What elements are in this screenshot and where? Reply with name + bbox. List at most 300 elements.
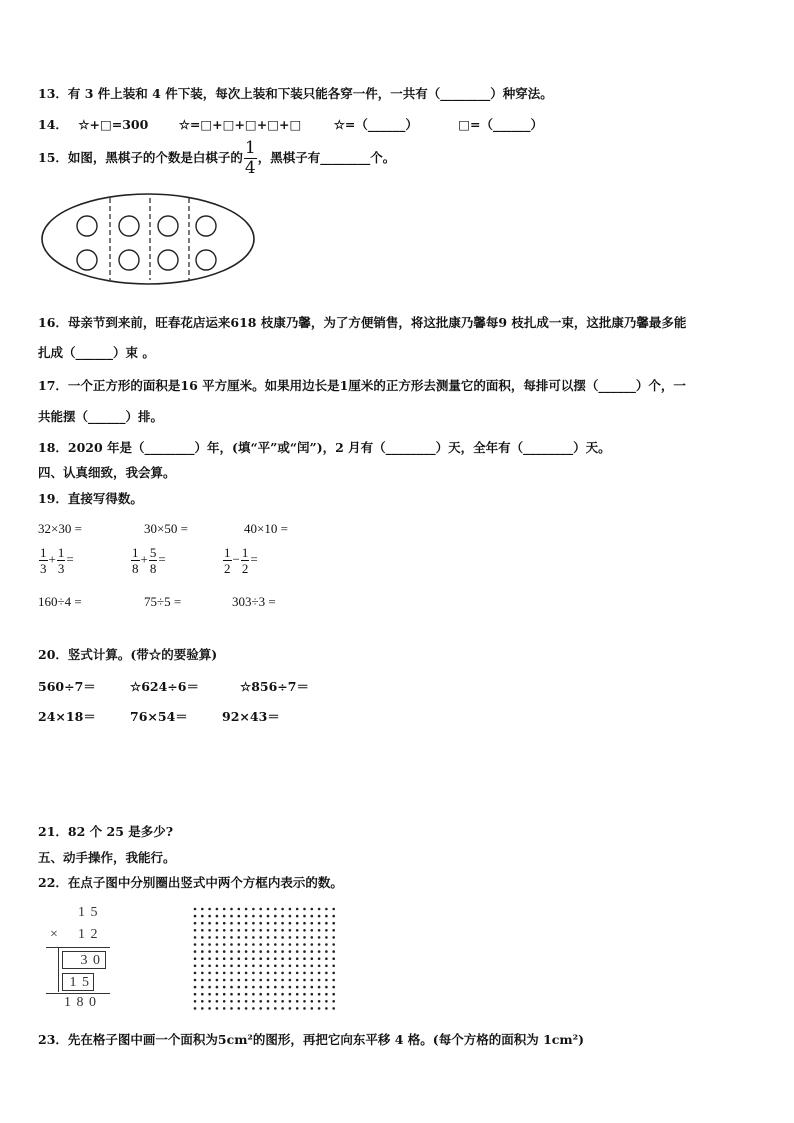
- grid-dot: [194, 993, 197, 996]
- grid-dot: [289, 908, 292, 911]
- grid-dot: [230, 1000, 233, 1003]
- grid-dot: [252, 1007, 255, 1010]
- grid-dot: [303, 915, 306, 918]
- boxed-partial-product: 1 5: [62, 973, 94, 991]
- grid-dot: [208, 936, 211, 939]
- grid-dot: [201, 1000, 204, 1003]
- grid-dot: [267, 972, 270, 975]
- section-5-heading: 五、动手操作，我能行。: [38, 850, 176, 865]
- grid-dot: [252, 943, 255, 946]
- grid-dot: [252, 936, 255, 939]
- operator: +: [140, 551, 148, 567]
- grid-dot: [311, 965, 314, 968]
- grid-dot: [281, 915, 284, 918]
- grid-dot: [245, 979, 248, 982]
- grid-dot: [325, 965, 328, 968]
- grid-dot: [289, 957, 292, 960]
- grid-dot: [259, 936, 262, 939]
- grid-dot: [238, 1007, 241, 1010]
- grid-dot: [267, 943, 270, 946]
- numerator: 1: [241, 545, 249, 560]
- grid-dot: [223, 1007, 226, 1010]
- grid-dot: [245, 986, 248, 989]
- vertical-calc-item: 76×54＝: [130, 709, 188, 724]
- numerator: 1: [40, 545, 47, 560]
- grid-dot: [303, 922, 306, 925]
- dot-grid: [192, 906, 342, 1016]
- grid-dot: [238, 979, 241, 982]
- grid-dot: [208, 957, 211, 960]
- grid-dot: [289, 950, 292, 953]
- chess-piece-circle: [196, 216, 216, 236]
- calc-item: 32×30 =: [38, 521, 82, 536]
- grid-dot: [223, 979, 226, 982]
- product-result: 1 8 0: [64, 995, 97, 1010]
- chess-piece-circle: [158, 250, 178, 270]
- grid-dot: [238, 936, 241, 939]
- grid-dot: [289, 965, 292, 968]
- grid-dot: [303, 936, 306, 939]
- grid-dot: [289, 1007, 292, 1010]
- grid-dot: [208, 965, 211, 968]
- grid-dot: [274, 986, 277, 989]
- grid-dot: [252, 986, 255, 989]
- bracket-line: [58, 948, 59, 992]
- grid-dot: [296, 929, 299, 932]
- grid-dot: [259, 986, 262, 989]
- grid-dot: [289, 1000, 292, 1003]
- grid-dot: [289, 993, 292, 996]
- grid-dot: [318, 936, 321, 939]
- grid-dot: [303, 1000, 306, 1003]
- grid-dot: [208, 1000, 211, 1003]
- grid-dot: [311, 950, 314, 953]
- grid-dot: [318, 908, 321, 911]
- grid-dot: [216, 1007, 219, 1010]
- grid-dot: [296, 915, 299, 918]
- grid-dot: [216, 957, 219, 960]
- grid-dot: [311, 936, 314, 939]
- grid-dot: [332, 979, 335, 982]
- grid-dot: [252, 957, 255, 960]
- grid-dot: [201, 908, 204, 911]
- grid-dot: [296, 936, 299, 939]
- grid-dot: [303, 993, 306, 996]
- grid-dot: [194, 936, 197, 939]
- grid-dot: [332, 957, 335, 960]
- grid-dot: [238, 950, 241, 953]
- grid-dot: [216, 943, 219, 946]
- grid-dot: [325, 929, 328, 932]
- grid-dot: [289, 972, 292, 975]
- grid-dot: [245, 922, 248, 925]
- equals-sign: =: [250, 551, 258, 567]
- grid-dot: [311, 986, 314, 989]
- grid-dot: [259, 943, 262, 946]
- grid-dot: [274, 943, 277, 946]
- grid-dot: [245, 957, 248, 960]
- calc-item: 303÷3 =: [232, 594, 276, 609]
- grid-dot: [289, 979, 292, 982]
- grid-dot: [274, 993, 277, 996]
- grid-dot: [281, 943, 284, 946]
- grid-dot: [252, 908, 255, 911]
- grid-dot: [318, 1000, 321, 1003]
- grid-dot: [201, 1007, 204, 1010]
- grid-dot: [303, 943, 306, 946]
- grid-dot: [311, 943, 314, 946]
- vertical-multiplication: [44, 903, 114, 1013]
- grid-dot: [201, 922, 204, 925]
- grid-dot: [296, 986, 299, 989]
- fraction-calc-item: [130, 546, 166, 575]
- chess-piece-circle: [158, 216, 178, 236]
- grid-dot: [238, 922, 241, 925]
- grid-dot: [289, 929, 292, 932]
- grid-dot: [223, 957, 226, 960]
- grid-dot: [303, 972, 306, 975]
- operator: −: [232, 551, 240, 567]
- grid-dot: [201, 950, 204, 953]
- denominator: 2: [224, 561, 231, 576]
- grid-dot: [230, 943, 233, 946]
- grid-dot: [303, 908, 306, 911]
- question-15: [38, 140, 395, 177]
- grid-dot: [318, 929, 321, 932]
- grid-dot: [318, 922, 321, 925]
- fraction-denominator: 4: [244, 158, 256, 178]
- grid-dot: [325, 936, 328, 939]
- grid-dot: [274, 979, 277, 982]
- oval-outline: [42, 194, 254, 284]
- grid-dot: [223, 908, 226, 911]
- grid-dot: [238, 957, 241, 960]
- grid-dot: [216, 950, 219, 953]
- grid-dot: [281, 957, 284, 960]
- grid-dot: [238, 986, 241, 989]
- fraction-calc-item: [38, 546, 74, 575]
- grid-dot: [208, 908, 211, 911]
- rule-line: [46, 947, 110, 948]
- question-15-suffix: ，黑棋子有________个。: [257, 150, 396, 165]
- section-4-heading: 四、认真细致，我会算。: [38, 465, 176, 480]
- grid-dot: [194, 1007, 197, 1010]
- grid-dot: [318, 972, 321, 975]
- denominator: 8: [132, 561, 139, 576]
- grid-dot: [230, 1007, 233, 1010]
- grid-dot: [318, 986, 321, 989]
- grid-dot: [267, 908, 270, 911]
- grid-dot: [223, 915, 226, 918]
- grid-dot: [208, 986, 211, 989]
- chess-piece-circle: [196, 250, 216, 270]
- grid-dot: [194, 957, 197, 960]
- grid-dot: [325, 908, 328, 911]
- grid-dot: [252, 922, 255, 925]
- grid-dot: [252, 965, 255, 968]
- grid-dot: [311, 1007, 314, 1010]
- grid-dot: [267, 915, 270, 918]
- grid-dot: [216, 986, 219, 989]
- grid-dot: [289, 986, 292, 989]
- grid-dot: [311, 979, 314, 982]
- question-17-line-1: 17．一个正方形的面积是16 平方厘米。如果用边长是1厘米的正方形去测量它的面积，每排可以摆（______）个，一: [38, 378, 686, 393]
- grid-dot: [303, 965, 306, 968]
- multiplier: 1 2: [78, 927, 99, 942]
- grid-dot: [274, 957, 277, 960]
- numerator: 5: [149, 545, 157, 560]
- grid-dot: [332, 936, 335, 939]
- grid-dot: [296, 943, 299, 946]
- grid-dot: [274, 950, 277, 953]
- grid-dot: [325, 1000, 328, 1003]
- grid-dot: [201, 957, 204, 960]
- chess-piece-circle: [77, 216, 97, 236]
- grid-dot: [245, 929, 248, 932]
- grid-dot: [223, 1000, 226, 1003]
- equation-1: ☆+□=300: [78, 117, 149, 132]
- grid-dot: [208, 972, 211, 975]
- grid-dot: [325, 943, 328, 946]
- grid-dot: [201, 929, 204, 932]
- grid-dot: [216, 1000, 219, 1003]
- grid-dot: [303, 979, 306, 982]
- grid-dot: [267, 950, 270, 953]
- grid-dot: [259, 922, 262, 925]
- calc-item: 30×50 =: [144, 521, 188, 536]
- grid-dot: [245, 1000, 248, 1003]
- grid-dot: [201, 965, 204, 968]
- grid-dot: [281, 1007, 284, 1010]
- grid-dot: [332, 986, 335, 989]
- grid-dot: [318, 950, 321, 953]
- grid-dot: [259, 972, 262, 975]
- chess-piece-circle: [119, 250, 139, 270]
- grid-dot: [296, 993, 299, 996]
- grid-dot: [252, 929, 255, 932]
- grid-dot: [230, 936, 233, 939]
- grid-dot: [274, 936, 277, 939]
- calc-item: 75÷5 =: [144, 594, 182, 609]
- question-22-title: 22．在点子图中分别圈出竖式中两个方框内表示的数。: [38, 875, 343, 890]
- grid-dot: [267, 993, 270, 996]
- grid-dot: [318, 957, 321, 960]
- grid-dot: [267, 957, 270, 960]
- grid-dot: [332, 1007, 335, 1010]
- question-20-title: 20．竖式计算。(带☆的要验算): [38, 647, 218, 662]
- grid-dot: [332, 908, 335, 911]
- grid-dot: [245, 950, 248, 953]
- grid-dot: [318, 943, 321, 946]
- grid-dot: [274, 965, 277, 968]
- grid-dot: [208, 943, 211, 946]
- question-17-line-2: 共能摆（______）排。: [38, 409, 164, 424]
- answer-star: ☆=（______）: [333, 117, 418, 132]
- grid-dot: [194, 1000, 197, 1003]
- grid-dot: [281, 986, 284, 989]
- grid-dot: [201, 943, 204, 946]
- grid-dot: [208, 950, 211, 953]
- grid-dot: [311, 908, 314, 911]
- question-16-line-1: 16．母亲节到来前，旺春花店运来618 枝康乃馨，为了方便销售，将这批康乃馨每9 枝扎成一束，这批康乃馨最多能: [38, 315, 687, 330]
- operator: +: [48, 551, 56, 567]
- grid-dot: [281, 1000, 284, 1003]
- grid-dot: [223, 936, 226, 939]
- grid-dot: [274, 929, 277, 932]
- grid-dot: [274, 908, 277, 911]
- grid-dot: [281, 922, 284, 925]
- grid-dot: [216, 922, 219, 925]
- grid-dot: [201, 915, 204, 918]
- vertical-calc-item: ☆624÷6＝: [130, 679, 199, 694]
- denominator: 3: [40, 561, 47, 576]
- grid-dot: [245, 993, 248, 996]
- denominator: 2: [241, 561, 249, 576]
- grid-dot: [281, 979, 284, 982]
- grid-dot: [267, 1000, 270, 1003]
- question-19-title: 19．直接写得数。: [38, 491, 143, 506]
- question-14: [38, 115, 543, 133]
- equals-sign: =: [66, 551, 74, 567]
- grid-dot: [303, 957, 306, 960]
- grid-dot: [303, 986, 306, 989]
- boxed-partial-product: 3 0: [62, 951, 106, 969]
- grid-dot: [216, 979, 219, 982]
- grid-dot: [281, 908, 284, 911]
- grid-dot: [332, 965, 335, 968]
- grid-dot: [252, 950, 255, 953]
- grid-dot: [311, 972, 314, 975]
- grid-dot: [194, 979, 197, 982]
- grid-dot: [267, 936, 270, 939]
- grid-dot: [259, 957, 262, 960]
- grid-dot: [311, 957, 314, 960]
- fraction-one-quarter: [244, 140, 257, 177]
- question-23: 23．先在格子图中画一个面积为5cm²的图形，再把它向东平移 4 格。(每个方格的面积为 1cm²): [38, 1032, 584, 1047]
- grid-dot: [245, 943, 248, 946]
- grid-dot: [245, 936, 248, 939]
- grid-dot: [194, 915, 197, 918]
- calc-item: 40×10 =: [244, 521, 288, 536]
- grid-dot: [238, 908, 241, 911]
- multiplicand: 1 5: [78, 905, 99, 920]
- calc-item: 160÷4 =: [38, 594, 82, 609]
- grid-dot: [252, 972, 255, 975]
- grid-dot: [281, 965, 284, 968]
- grid-dot: [311, 993, 314, 996]
- grid-dot: [325, 986, 328, 989]
- numerator: 1: [57, 545, 65, 560]
- question-18: 18．2020 年是（________）年，(填“平”或“闰”)，2 月有（________）天，全年有（________）天。: [38, 440, 611, 455]
- grid-dot: [318, 965, 321, 968]
- grid-dot: [303, 950, 306, 953]
- grid-dot: [332, 915, 335, 918]
- grid-dot: [311, 915, 314, 918]
- grid-dot: [201, 936, 204, 939]
- grid-dot: [216, 972, 219, 975]
- grid-dot: [245, 915, 248, 918]
- equation-2: ☆=□+□+□+□+□: [178, 117, 302, 132]
- grid-dot: [230, 972, 233, 975]
- grid-dot: [267, 922, 270, 925]
- grid-dot: [230, 922, 233, 925]
- grid-dot: [238, 1000, 241, 1003]
- grid-dot: [259, 979, 262, 982]
- question-21: 21．82 个 25 是多少?: [38, 824, 174, 839]
- grid-dot: [332, 1000, 335, 1003]
- grid-dot: [194, 922, 197, 925]
- grid-dot: [296, 950, 299, 953]
- grid-dot: [332, 922, 335, 925]
- grid-dot: [289, 936, 292, 939]
- grid-dot: [259, 1007, 262, 1010]
- fraction-numerator: 1: [244, 138, 256, 158]
- grid-dot: [230, 957, 233, 960]
- times-sign: ×: [50, 927, 58, 942]
- chess-piece-circle: [77, 250, 97, 270]
- grid-dot: [259, 929, 262, 932]
- grid-dot: [252, 915, 255, 918]
- vertical-calc-item: 24×18＝: [38, 709, 96, 724]
- grid-dot: [325, 950, 328, 953]
- grid-dot: [208, 929, 211, 932]
- grid-dot: [223, 965, 226, 968]
- grid-dot: [267, 965, 270, 968]
- grid-dot: [259, 950, 262, 953]
- grid-dot: [325, 1007, 328, 1010]
- grid-dot: [332, 972, 335, 975]
- question-14-number: 14．: [38, 117, 68, 132]
- grid-dot: [238, 993, 241, 996]
- grid-dot: [252, 993, 255, 996]
- answer-square: □=（______）: [458, 117, 544, 132]
- grid-dot: [194, 972, 197, 975]
- grid-dot: [281, 936, 284, 939]
- grid-dot: [216, 993, 219, 996]
- grid-dot: [216, 908, 219, 911]
- grid-dot: [201, 993, 204, 996]
- grid-dot: [208, 922, 211, 925]
- grid-dot: [296, 1007, 299, 1010]
- grid-dot: [289, 922, 292, 925]
- grid-dot: [332, 993, 335, 996]
- grid-dot: [230, 915, 233, 918]
- grid-dot: [223, 950, 226, 953]
- grid-dot: [223, 929, 226, 932]
- grid-dot: [252, 1000, 255, 1003]
- grid-dot: [303, 1007, 306, 1010]
- grid-dot: [194, 950, 197, 953]
- grid-dot: [267, 929, 270, 932]
- grid-dot: [216, 929, 219, 932]
- grid-dot: [201, 986, 204, 989]
- grid-dot: [259, 993, 262, 996]
- grid-dot: [259, 908, 262, 911]
- grid-dot: [318, 979, 321, 982]
- grid-dot: [325, 915, 328, 918]
- grid-dot: [223, 922, 226, 925]
- grid-dot: [318, 1007, 321, 1010]
- grid-dot: [281, 950, 284, 953]
- vertical-calc-item: ☆856÷7＝: [240, 679, 309, 694]
- question-15-prefix: 15．如图，黑棋子的个数是白棋子的: [38, 150, 243, 165]
- vertical-calc-item: 560÷7＝: [38, 679, 96, 694]
- grid-dot: [194, 943, 197, 946]
- grid-dot: [303, 929, 306, 932]
- grid-dot: [296, 965, 299, 968]
- grid-dot: [216, 965, 219, 968]
- grid-dot: [274, 922, 277, 925]
